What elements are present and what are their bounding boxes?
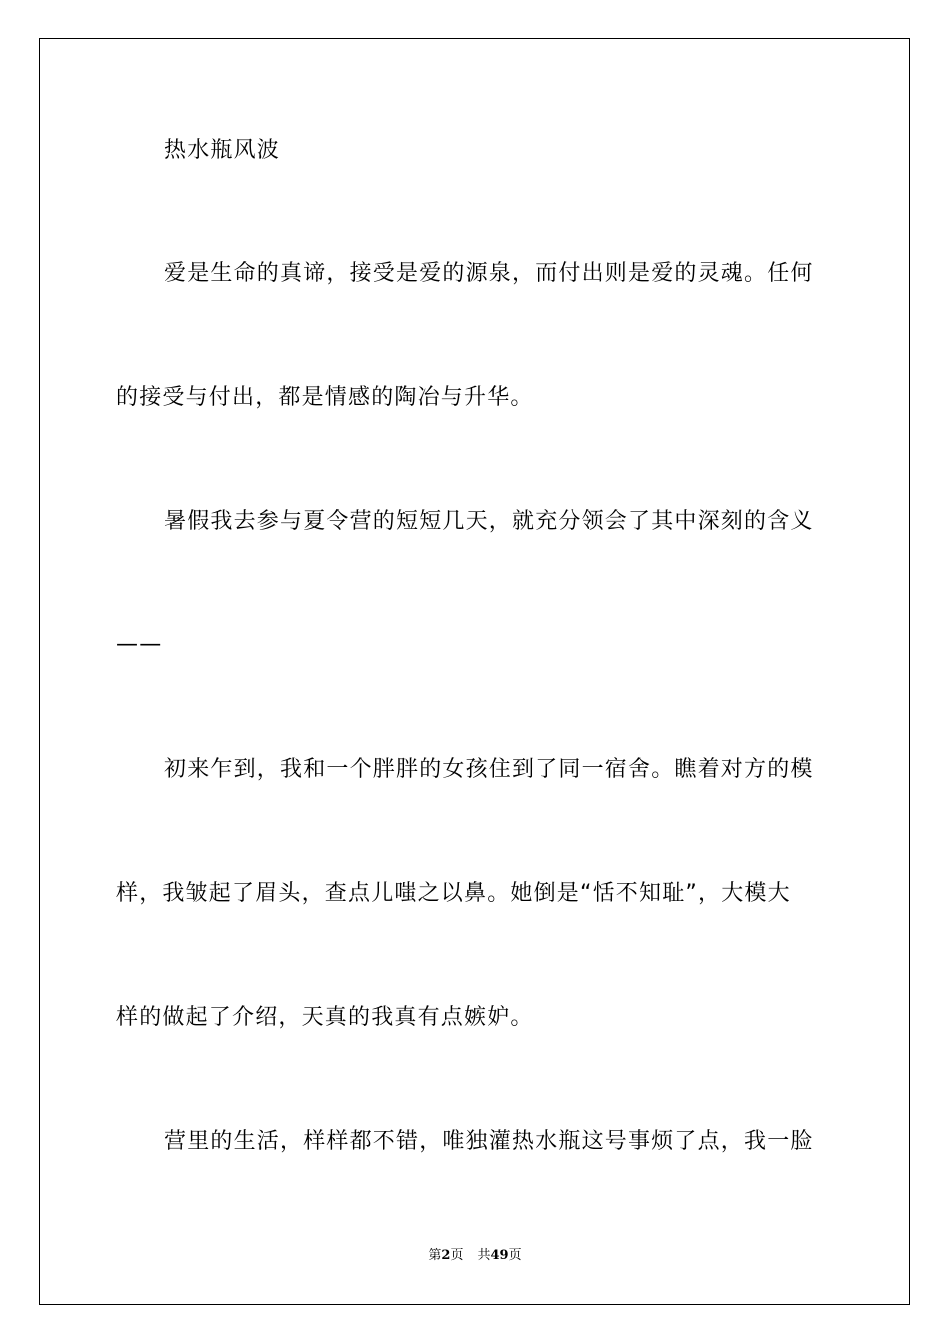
total-suffix: 页 [508,1248,522,1263]
page-footer [0,1247,950,1265]
paragraph-line: 爱是生命的真谛，接受是爱的源泉，而付出则是爱的灵魂。任何 [164,261,814,286]
total-prefix: 共 [477,1248,491,1263]
paragraph-line: 样的做起了介绍，天真的我真有点嫉妒。 [116,1005,534,1030]
paragraph-line: 暑假我去参与夏令营的短短几天，就充分领会了其中深刻的含义 [164,509,814,534]
page-number: 2 [441,1248,451,1263]
paragraph-line: —— [116,632,163,657]
page-suffix: 页 [450,1248,464,1263]
page-frame [39,38,910,1305]
paragraph-line: 营里的生活，样样都不错，唯独灌热水瓶这号事烦了点，我一脸 [164,1129,814,1154]
paragraph-line: 样，我皱起了眉头，查点儿嗤之以鼻。她倒是“恬不知耻”，大模大 [116,881,791,906]
document-title: 热水瓶风波 [164,138,281,163]
total-pages: 49 [490,1248,509,1263]
paragraph-line: 的接受与付出，都是情感的陶冶与升华。 [116,385,534,410]
page-prefix: 第 [428,1248,442,1263]
paragraph-line: 初来乍到，我和一个胖胖的女孩住到了同一宿舍。瞧着对方的模 [164,757,814,782]
